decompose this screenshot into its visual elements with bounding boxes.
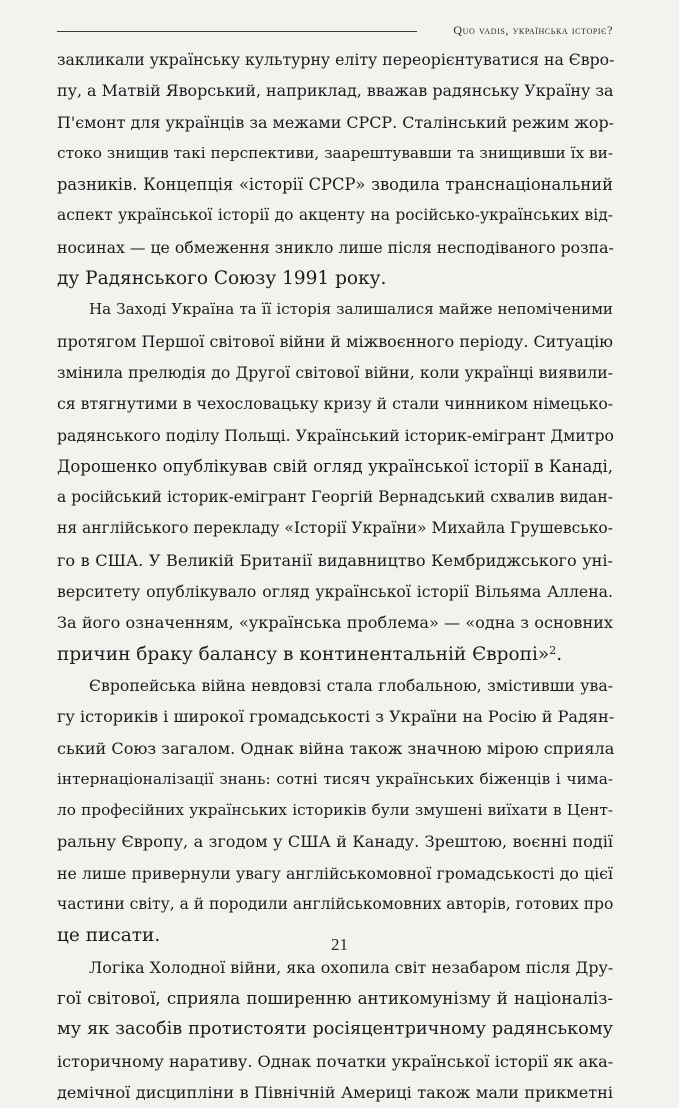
text-line-content: а російський історик-емігрант Георгій Вернадський схвалив видан- bbox=[57, 488, 613, 507]
text-line bbox=[57, 670, 613, 701]
text-line-content: носинах — це обмеження зникло лише після несподіваного розпа- bbox=[57, 237, 614, 257]
text-line-content: верситету опублікувало огляд української історії Вільяма Аллена. bbox=[57, 582, 613, 602]
text-line bbox=[57, 513, 613, 544]
text-line bbox=[57, 294, 613, 325]
text-line bbox=[57, 733, 613, 764]
text-line-content: аспект української історії до акценту на російсько-українських від- bbox=[57, 206, 613, 225]
text-line-content: Європейська війна невдовзі стала глобальною, змістивши ува- bbox=[89, 675, 613, 695]
text-line-content: інтернаціоналізації знань: сотні тисяч українських біженців і чима- bbox=[57, 769, 613, 788]
text-line bbox=[57, 826, 613, 857]
text-line bbox=[57, 107, 613, 138]
text-line bbox=[57, 420, 613, 451]
text-line bbox=[57, 451, 613, 482]
text-line bbox=[57, 482, 613, 513]
text-line-content: ся втягнутими в чехословацьку кризу й стали чинником німецько- bbox=[57, 394, 614, 414]
text-line bbox=[57, 1077, 613, 1108]
text-line-content: гу істориків і широкої громадськості з України на Росію й Радян- bbox=[57, 707, 615, 727]
text-line bbox=[57, 1046, 613, 1077]
text-line bbox=[57, 764, 613, 795]
text-line-content: не лише привернули увагу англійськомовної громадськості до цієї bbox=[57, 863, 613, 883]
text-line-content: пу, а Матвій Яворський, наприклад, вважав радянську Україну за bbox=[57, 81, 614, 101]
text-line bbox=[57, 545, 613, 576]
text-line bbox=[57, 983, 613, 1014]
text-line-content: причин браку балансу в континентальній Європі» bbox=[57, 643, 550, 665]
text-line bbox=[57, 795, 613, 826]
header-rule bbox=[57, 31, 417, 32]
text-line-content: стоко знищив такі перспективи, заарештувавши та знищивши їх ви- bbox=[57, 143, 613, 162]
text-line-content: радянського поділу Польщі. Український історик-емігрант Дмитро bbox=[57, 425, 614, 445]
text-line bbox=[57, 576, 613, 607]
page-number: 21 bbox=[331, 935, 348, 954]
text-line-content: змінила прелюдія до Другої світової війни, коли українці виявили- bbox=[57, 362, 613, 382]
text-line-content: це писати. bbox=[57, 925, 161, 947]
text-line bbox=[57, 326, 613, 357]
text-line-content: За його означенням, «українська проблема» — «одна з основних bbox=[57, 613, 613, 633]
text-line-content: Дорошенко опублікував свій огляд української історії в Канаді, bbox=[57, 456, 613, 476]
text-line-content: ня англійського перекладу «Історії України» Михайла Грушевсько- bbox=[57, 519, 613, 538]
text-line-content: історичному наративу. Однак початки української історії як ака- bbox=[57, 1051, 614, 1071]
text-line-content: ральну Європу, а згодом у США й Канаду. Зрештою, воєнні події bbox=[57, 832, 613, 852]
text-line bbox=[57, 44, 613, 75]
text-line bbox=[57, 889, 613, 920]
text-line bbox=[57, 701, 613, 732]
running-head: Quo vadis, українська історіє? bbox=[453, 23, 613, 37]
text-line-content: П'ємонт для українців за межами СРСР. Сталінський режим жор- bbox=[57, 112, 615, 132]
text-line bbox=[57, 169, 613, 200]
text-line bbox=[57, 138, 613, 169]
text-line bbox=[57, 75, 613, 106]
footnote-marker[interactable]: 2 bbox=[549, 643, 557, 657]
text-line bbox=[57, 1014, 613, 1045]
text-line-content: му як засобів протистояти росіяцентричному радянському bbox=[57, 1019, 613, 1040]
text-line bbox=[57, 858, 613, 889]
text-line bbox=[57, 232, 613, 263]
text-line bbox=[57, 639, 613, 670]
text-line bbox=[57, 607, 613, 638]
text-line bbox=[57, 388, 613, 419]
text-line-content: Логіка Холодної війни, яка охопила світ незабаром після Дру- bbox=[89, 957, 614, 977]
text-line-content: демічної дисципліни в Північній Америці також мали прикметні bbox=[57, 1082, 613, 1102]
text-line-content: На Заході Україна та її історія залишалися майже непоміченими bbox=[89, 300, 613, 319]
text-line-content: закликали українську культурну еліту переорієнтуватися на Євро- bbox=[57, 50, 615, 69]
text-line bbox=[57, 357, 613, 388]
text-line-content: разників. Концепція «історії СРСР» зводила транснаціональний bbox=[57, 175, 613, 195]
text-line-content: частини світу, а й породили англійськомовних авторів, готових про bbox=[57, 895, 614, 914]
text-line-content: ду Радянського Союзу 1991 року. bbox=[57, 268, 387, 290]
text-line-content: ло професійних українських істориків були змушені виїхати в Цент- bbox=[57, 801, 613, 820]
text-line-content: протягом Першої світової війни й міжвоєнного періоду. Ситуацію bbox=[57, 331, 613, 351]
text-line bbox=[57, 263, 613, 294]
text-line bbox=[57, 952, 613, 983]
text-line-content: гої світової, сприяла поширенню антикомунізму й націоналіз- bbox=[57, 987, 613, 1008]
text-line-content: го в США. У Великій Британії видавництво Кембриджського уні- bbox=[57, 550, 613, 570]
text-line-content: ський Союз загалом. Однак війна також значною мірою сприяла bbox=[57, 738, 615, 758]
text-line-tail: . bbox=[556, 643, 563, 665]
text-line bbox=[57, 200, 613, 231]
